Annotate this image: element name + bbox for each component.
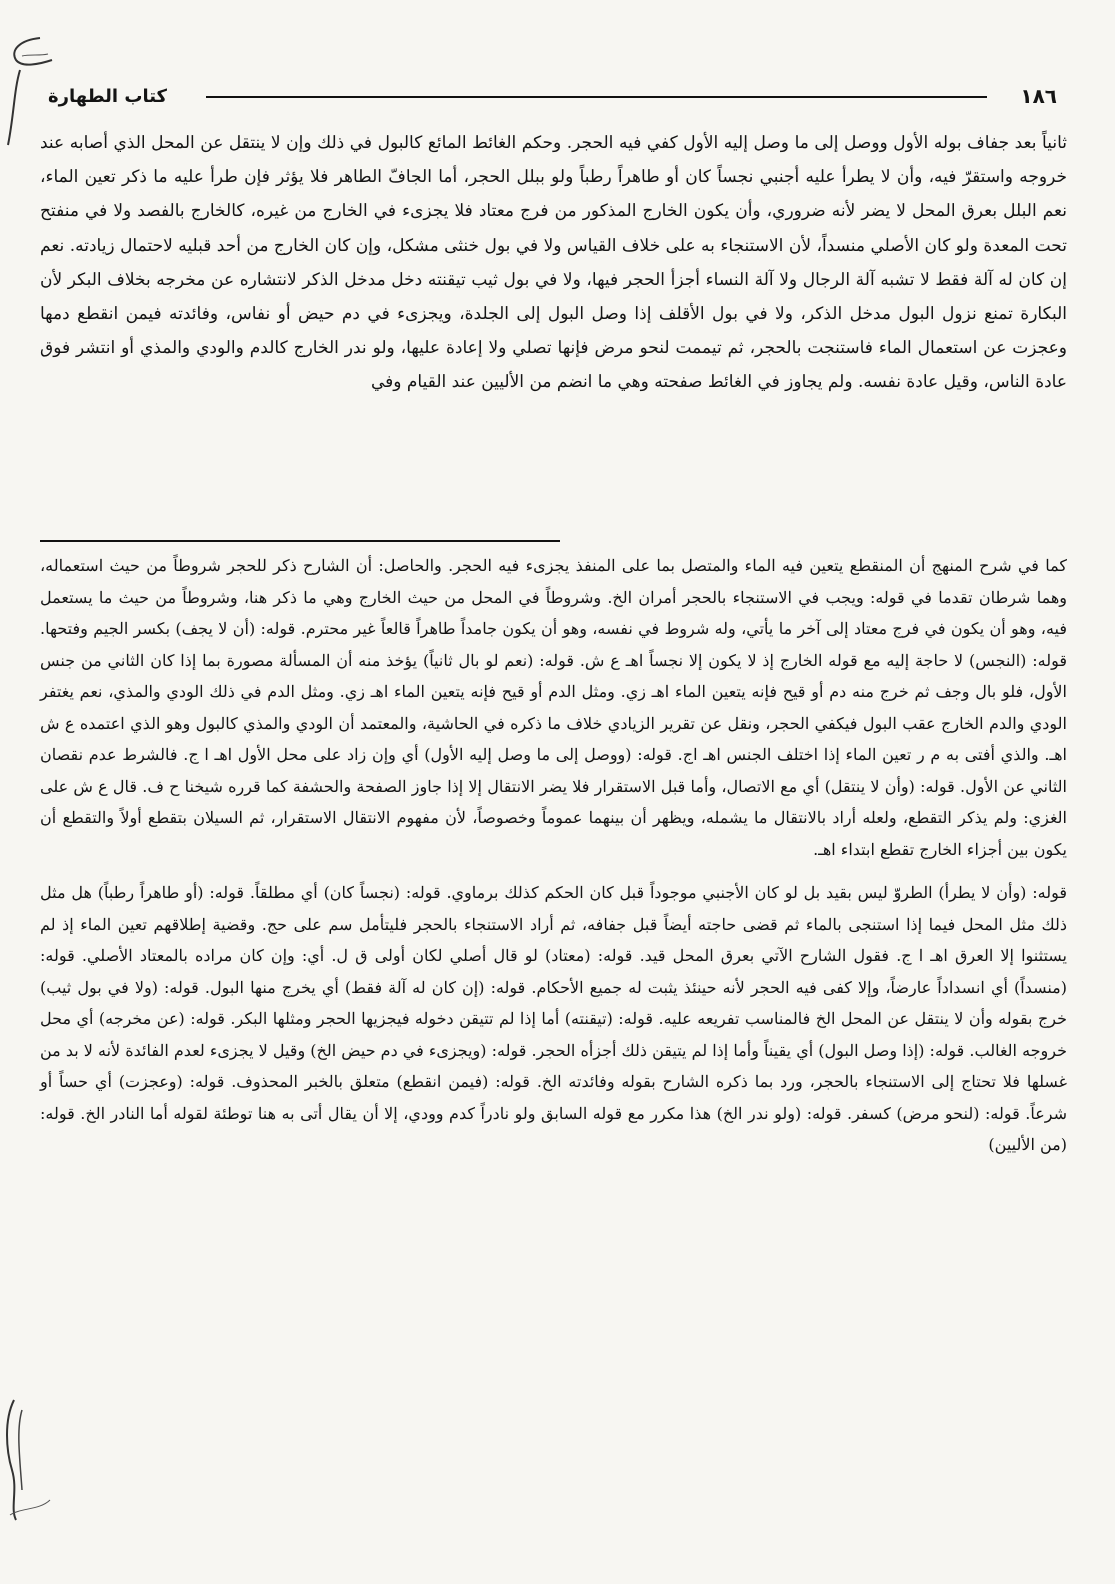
book-title: كتاب الطهارة: [48, 86, 168, 107]
footnote-divider: [40, 540, 560, 542]
commentary-paragraph-2: قوله: (وأن لا يطرأ) الطروّ ليس بقيد بل لو كان الأجنبي موجوداً قبل كان الحكم كذلك برماوي. قوله: (نجساً كان) أي مطلقاً. قوله: (أو طاهراً رطباً) هل مثل ذلك مثل المحل فيما إذا استنجى بالماء ثم قضى حاجته أيضاً قبل جفافه، ثم أراد الاستنجاء بالحجر فليتأمل سم على حج. وقضية إطلاقهم تعين الماء إذ لم يستثنوا إلا العرق اهـ ا ج. فقول الشارح الآتي بعرق المحل قيد. قوله: (معتاد) لو قال أصلي لكان أولى ق ل. أي: وإن كان مراده بالمعتاد الأصلي. قوله: (منسداً) أي انسداداً عارضاً، وإلا كفى فيه الحجر لأنه حينئذ يثبت له جميع الأحكام. قوله: (إن كان له آلة فقط) أي يخرج منها البول. قوله: (ولا في بول ثيب) خرج بقوله وأن لا ينتقل عن المحل الخ فالمناسب تفريعه عليه. قوله: (تيقنته) أما إذا لم تتيقن دخوله فيجزيها الحجر ومثلها البكر. قوله: (عن مخرجه) أي محل خروجه الغالب. قوله: (إذا وصل البول) أي يقيناً وأما إذا لم يتيقن ذلك أجزأه الحجر. قوله: (ويجزىء في دم حيض الخ) وقيل لا يجزىء لعدم الفائدة لأنه لا بد من غسلها فلا تحتاج إلى الاستنجاء بالحجر، ورد بما ذكره الشارح بقوله وفائدته الخ. قوله: (فيمن انقطع) متعلق بالخبر المحذوف. قوله: (وعجزت) أي حساً أو شرعاً. قوله: (لنحو مرض) كسفر. قوله: (ولو ندر الخ) هذا مكرر مع قوله السابق ولو نادراً كدم وودي، إلا أن يقال أتى به هنا توطئة لقوله أما النادر الخ. قوله: (من الأليين): [40, 883, 1068, 1154]
header-rule: [206, 96, 987, 98]
main-text: [40, 126, 1067, 400]
commentary-notes: [40, 550, 1067, 1161]
page-number: ١٨٦: [1020, 84, 1057, 108]
main-paragraph: ثانياً بعد جفاف بوله الأول ووصل إلى ما وصل إليه الأول كفي فيه الحجر. وحكم الغائط المائع كالبول في ذلك وإن لا ينتقل عن المحل الذي أصابه عند خروجه واستقرّ فيه، وأن لا يطرأ عليه أجنبي نجساً كان أو طاهراً رطباً ولو ببلل الحجر، أما الجافّ الطاهر فلا يؤثر فإن طرأ عليه ما ذكر تعين الماء، نعم البلل بعرق المحل لا يضر لأنه ضروري، وأن يكون الخارج المذكور من فرج معتاد فلا يجزىء في الخارج من غيره، كالخارج بالفصد ولا في منفتح تحت المعدة ولو كان الأصلي منسداً، لأن الاستنجاء به على خلاف القياس ولا في بول خنثى مشكل، وإن كان الخارج من أحد قبليه لاحتمال زيادته. نعم إن كان له آلة فقط لا تشبه آلة الرجال ولا آلة النساء أجزأ الحجر فيها، ولا في بول ثيب تيقنته دخل مدخل الذكر لانتشاره عن مخرجه بخلاف البكر لأن البكارة تمنع نزول البول مدخل الذكر، ولا في بول الأقلف إذا وصل البول إلى الجلدة، ويجزىء في دم حيض أو نفاس، وفائدته فيمن انقطع دمها وعجزت عن استعمال الماء فاستنجت بالحجر، ثم تيممت لنحو مرض فإنها تصلي ولا إعادة عليها، ولو ندر الخارج كالدم والودي والمذي أو انتشر فوق عادة الناس، وقيل عادة نفسه. ولم يجاوز في الغائط صفحته وهي ما انضم من الأليين عند القيام وفي: [40, 133, 1067, 393]
page-header: [48, 80, 1067, 116]
margin-scribble-bottom: [0, 1390, 60, 1530]
commentary-paragraph-1: كما في شرح المنهج أن المنقطع يتعين فيه الماء والمتصل بما على المنفذ يجزىء فيه الحجر. والحاصل: أن الشارح ذكر للحجر شروطاً من حيث استعماله، وهما شرطان تقدما في قوله: ويجب في الاستنجاء بالحجر أمران الخ. وشروطاً في المحل من حيث الخارج وهي ما ذكر هنا، وشروطاً من حيث ما يستعمل فيه، وهو أن يكون في فرج معتاد إلى آخر ما يأتي، وله شروط في نفسه، وهو أن يكون جامداً طاهراً قالعاً غير محترم. قوله: (أن لا يجف) بكسر الجيم وفتحها. قوله: (النجس) لا حاجة إليه مع قوله الخارج إذ لا يكون إلا نجساً اهـ ع ش. قوله: (نعم لو بال ثانياً) يؤخذ منه أن المسألة مصورة بما إذا كان الثاني من جنس الأول، فلو بال وجف ثم خرج منه دم أو قيح فإنه يتعين الماء اهـ زي. ومثل الدم أو قيح فإنه يتعين الماء اهـ زي. ومثل الدم في ذلك الودي والمذي، نعم يغتفر الودي والدم الخارج عقب البول فيكفي الحجر، ونقل عن تقرير الزيادي خلاف ما ذكره في الحاشية، والمعتمد أن الودي والمذي كالبول وهو الذي اعتمده ع ش اهـ. والذي أفتى به م ر تعين الماء إذا اختلف الجنس اهـ اج. قوله: (ووصل إلى ما وصل إليه الأول) أي وإن زاد على محل الأول اهـ ا ج. فالشرط عدم نقصان الثاني عن الأول. قوله: (وأن لا ينتقل) أي مع الاتصال، وأما قبل الاستقرار فلا يضر الانتقال إلا إذا جاوز الصفحة والحشفة كما قرره شيخنا ح ف. قال ع ش على الغزي: ولم يذكر التقطع، ولعله أراد بالانتقال ما يشمله، ويظهر أن بينهما عموماً وخصوصاً، لأن مفهوم الانتقال الاستقرار، ثم السيلان بتقطع أولاً والتقطع أن يكون بين أجزاء الخارج تقطع ابتداء اهـ.: [40, 556, 1068, 859]
